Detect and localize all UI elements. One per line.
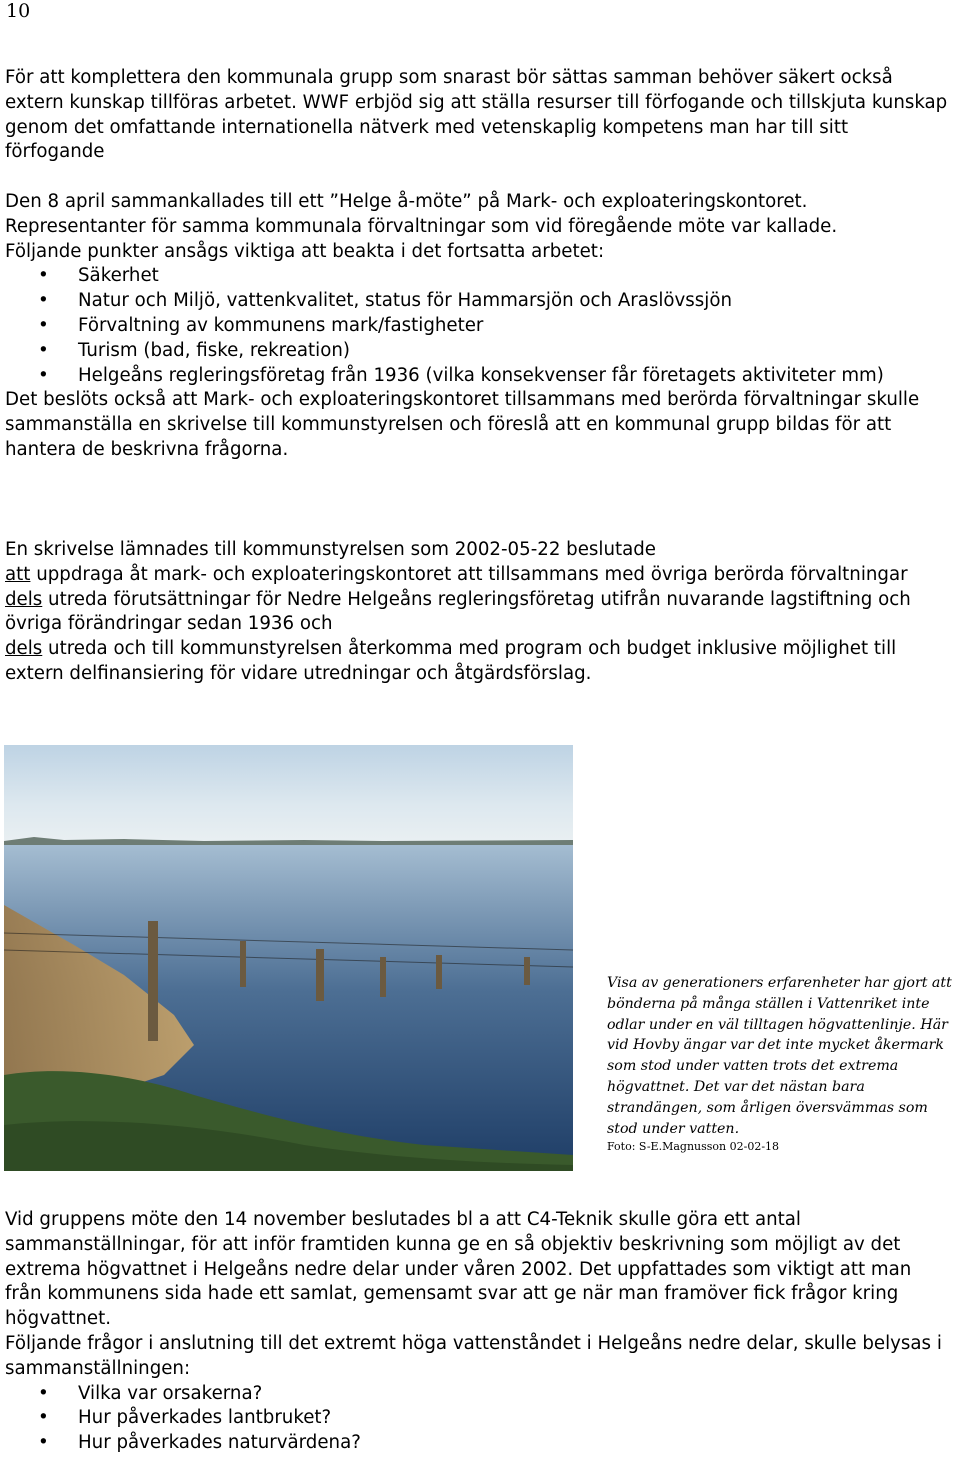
letter-dels-1-paragraph: [5, 588, 950, 638]
meeting-line-3: Följande punkter ansågs viktiga att beakta i det fortsatta arbetet:: [5, 240, 605, 262]
att-word: att: [5, 563, 31, 585]
intro-paragraph: [5, 66, 950, 165]
list-item: • Säkerhet: [5, 264, 950, 289]
letter-line-1: En skrivelse lämnades till kommunstyrelsen som 2002-05-22 beslutade: [5, 539, 656, 560]
list-item: • Hur påverkades naturvärdena?: [5, 1431, 950, 1456]
list-item: • Hur påverkades lantbruket?: [5, 1406, 950, 1431]
letter-att-paragraph: [5, 563, 950, 588]
list-item: • Vilka var orsakerna?: [5, 1382, 950, 1407]
november-paragraph: Vid gruppens möte den 14 november beslutades bl a att C4-Teknik skulle göra ett antal sammanställningar, för att inför framtiden kunna ge en så objektiv beskrivning som möjligt av det extrema högvattnet i Helgeåns nedre delar under våren 2002. Det uppfattades som viktigt att man från kommunens sida hade ett samlat, gemensamt svar att ge när man framöver fick frågor kring högvattnet.: [5, 1209, 912, 1330]
letter-section: [5, 538, 950, 687]
list-item: • Natur och Miljö, vattenkvalitet, status för Hammarsjön och Araslövssjön: [5, 289, 950, 314]
dels-word-1: dels: [5, 588, 43, 610]
intro-text: För att komplettera den kommunala grupp som snarast bör sättas samman behöver säkert också extern kunskap tillföras arbetet. WWF erbjöd sig att ställa resurser till förfogande och tillskjuta kunskap genom det omfattande internationella nätverk med vetenskaplig kompetens man har till sitt förfogande: [5, 67, 948, 163]
photo-caption: [607, 973, 957, 1155]
meeting-line-1: Den 8 april sammankallades till ett ”Helge å-möte” på Mark- och exploateringskontoret.: [5, 191, 808, 212]
meeting-points-list: [5, 264, 950, 388]
photo-credit: Foto: S-E.Magnusson 02-02-18: [607, 1140, 780, 1154]
list-item: • Turism (bad, fiske, rekreation): [5, 339, 950, 364]
meeting-decision: Det beslöts också att Mark- och exploateringskontoret tillsammans med berörda förvaltningar skulle sammanställa en skrivelse till kommunstyrelsen och föreslå att en kommunal grupp bildas för att hantera de beskrivna frågorna.: [5, 389, 920, 460]
questions-intro: Följande frågor i anslutning till det extremt höga vattenståndet i Helgeåns nedre delar, skulle belysas i sammanställningen:: [5, 1332, 942, 1379]
caption-text: Visa av generationers erfarenheter har gjort att bönderna på många ställen i Vattenriket inte odlar under en väl tilltagen högvattenlinje. Här vid Hovby ängar var det inte mycket åkermark som stod under vatten trots det extrema högvattnet. Det var det nästan bara strandängen, som årligen översvämmas som stod under vatten.: [607, 975, 952, 1137]
questions-list: [5, 1382, 950, 1456]
dels-rest-1: utreda förutsättningar för Nedre Helgeåns regleringsföretag utifrån nuvarande lagstiftning och övriga förändringar sedan 1936 och: [5, 588, 911, 635]
flooded-meadow-photo: [4, 745, 573, 1171]
list-item: • Helgeåns regleringsföretag från 1936 (vilka konsekvenser får företagets aktiviteter mm): [5, 364, 950, 389]
meeting-line-2: Representanter för samma kommunala förvaltningar som vid föregående möte var kallade.: [5, 215, 838, 237]
letter-dels-2-paragraph: [5, 637, 950, 687]
meeting-section: [5, 190, 950, 463]
november-section: [5, 1208, 950, 1456]
page-number: 10: [6, 0, 31, 22]
dels-word-2: dels: [5, 638, 43, 660]
att-rest: uppdraga åt mark- och exploateringskontoret att tillsammans med övriga berörda förvaltningar: [30, 563, 908, 585]
list-item: • Förvaltning av kommunens mark/fastigheter: [5, 314, 950, 339]
dels-rest-2: utreda och till kommunstyrelsen återkomma med program och budget inklusive möjlighet till extern delfinansiering för vidare utredningar och åtgärdsförslag.: [5, 638, 897, 684]
